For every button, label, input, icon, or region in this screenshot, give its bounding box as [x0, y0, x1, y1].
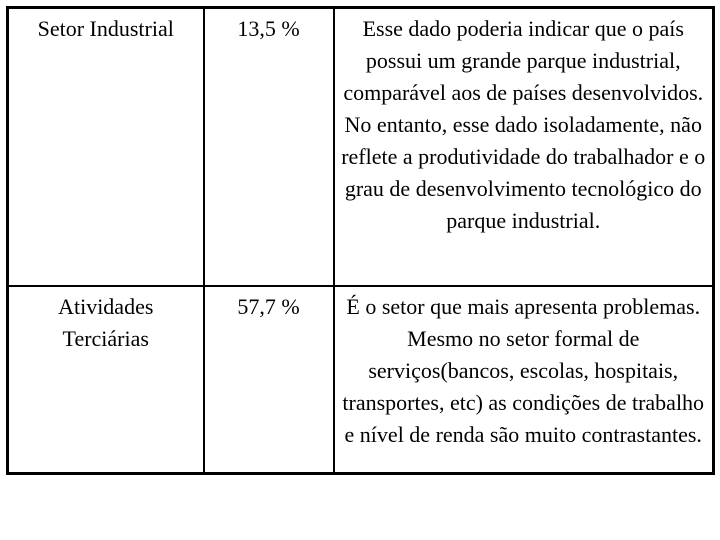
table-row	[8, 8, 714, 286]
description-cell: É o setor que mais apresenta problemas. Mesmo no setor formal de serviços(bancos, escolas, hospitais, transportes, etc) as condições de trabalho e nível de renda são muito contrastantes.	[334, 286, 714, 474]
sector-name-cell: Setor Industrial	[8, 8, 204, 286]
percentage-cell: 13,5 %	[204, 8, 334, 286]
table-row	[8, 286, 714, 474]
sector-name-cell: Atividades Terciárias	[8, 286, 204, 474]
percentage-cell: 57,7 %	[204, 286, 334, 474]
description-cell: Esse dado poderia indicar que o país possui um grande parque industrial, comparável aos de países desenvolvidos. No entanto, esse dado isoladamente, não reflete a produtividade do trabalhador e o grau de desenvolvimento tecnológico do parque industrial.	[334, 8, 714, 286]
sector-table	[6, 6, 715, 475]
